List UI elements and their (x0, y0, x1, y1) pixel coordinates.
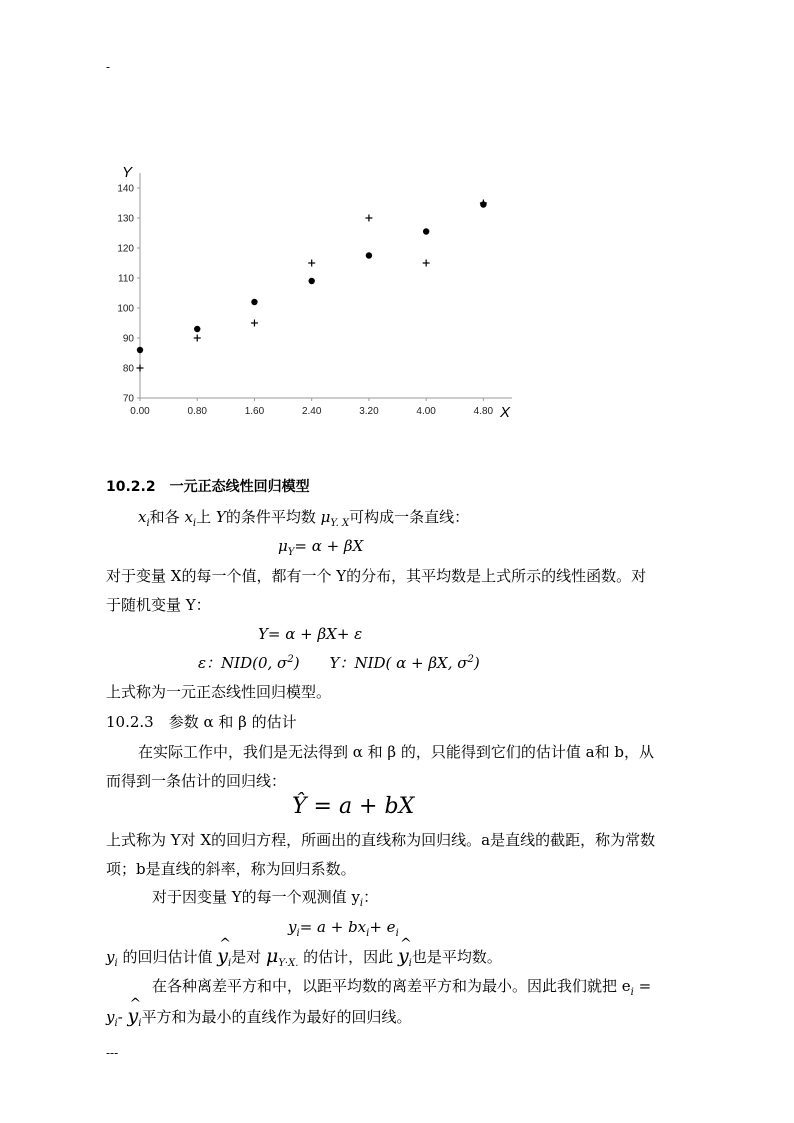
equation-regression-line: $\mu_Y= \alpha + \beta X$ (278, 537, 364, 558)
paragraph-estimate-line1: 在实际工作中，我们是无法得到 α 和 β 的，只能得到它们的估计值 a和 b，从 (138, 743, 654, 761)
equation-observation: $y_i= a + bx_i+ e_i$ (288, 918, 399, 939)
x-axis-label: X (500, 404, 511, 421)
data-point-dot (308, 278, 314, 284)
paragraph-estimate-line2: 而得到一条估计的回归线： (106, 772, 287, 790)
y-tick-label: 90 (122, 333, 134, 345)
data-point-dot (366, 252, 372, 258)
scatter-chart (100, 155, 520, 425)
y-tick-label: 80 (122, 363, 134, 375)
equation-distribution: ε：NID(0, $\sigma^2$) Y：NID( α + βX, $\sigma^2$) (198, 654, 480, 672)
section-heading-10-2-2: 10.2.2 一元正态线性回归模型 (106, 479, 310, 495)
x-tick-label: 0.00 (130, 406, 150, 417)
section-heading-10-2-3: 10.2.3 参数 α 和 β 的估计 (106, 713, 297, 731)
y-tick-label: 110 (118, 273, 134, 285)
data-point-dot (423, 228, 429, 234)
paragraph-observation: 对于因变量 Y的每一个观测值 $y_i$： (152, 888, 379, 909)
data-point-dot (194, 326, 200, 332)
page-top-mark: - (106, 60, 111, 74)
data-point-plus (365, 215, 372, 222)
paragraph-model-name: 上式称为一元正态线性回归模型。 (106, 683, 332, 701)
y-tick-label: 120 (117, 243, 134, 255)
paragraph-conditional-mean: $x_i$和各 $x_i$上 Y的条件平均数 $\mu_{Y. X}$可构成一条直线： (138, 508, 470, 529)
paragraph-least-squares-line2: $y_i-$ ^ $y_i$平方和为最小的直线作为最好的回归线。 (106, 1005, 411, 1031)
paragraph-regression-eq-line2: 项；b是直线的斜率，称为回归系数。 (106, 860, 356, 878)
x-tick-label: 4.80 (473, 406, 494, 417)
paragraph-estimate-value: $y_i$ 的回归估计值 ^ $y_i$是对 $\mu_{Y\cdot X.}$ 的估计，因此 ^ $y_i$也是平均数。 (106, 945, 502, 971)
x-tick-label: 2.40 (301, 406, 322, 417)
y-tick-label: 100 (117, 303, 134, 315)
y-tick-label: 70 (122, 393, 134, 405)
data-point-dot (137, 347, 143, 353)
data-point-plus (137, 365, 144, 372)
equation-model: Y= α + βX+ ε (258, 625, 363, 643)
y-axis-label: Y (122, 164, 133, 181)
data-point-plus (251, 320, 258, 327)
page-bottom-mark: --- (106, 1046, 119, 1060)
paragraph-variable-x-line1: 对于变量 X的每一个值，都有一个 Y的分布，其平均数是上式所示的线性函数。对 (106, 567, 647, 585)
data-point-plus (308, 260, 315, 267)
paragraph-least-squares-line1: 在各种离差平方和中，以距平均数的离差平方和为最小。因此我们就把 $e_i$ = (152, 977, 652, 998)
x-tick-label: 0.80 (187, 406, 207, 417)
data-point-plus (194, 335, 201, 342)
y-tick-label: 140 (117, 183, 134, 195)
equation-estimated-line: Ŷ = a + bX (292, 794, 415, 819)
x-tick-label: 3.20 (359, 406, 379, 417)
paragraph-variable-x-line2: 于随机变量 Y： (106, 596, 211, 614)
x-tick-label: 4.00 (416, 406, 436, 417)
y-tick-label: 130 (117, 213, 134, 225)
paragraph-regression-eq-line1: 上式称为 Y对 X的回归方程，所画出的直线称为回归线。a是直线的截距，称为常数 (106, 831, 656, 849)
data-point-dot (251, 299, 257, 305)
data-point-plus (423, 260, 430, 267)
x-tick-label: 1.60 (244, 406, 265, 417)
